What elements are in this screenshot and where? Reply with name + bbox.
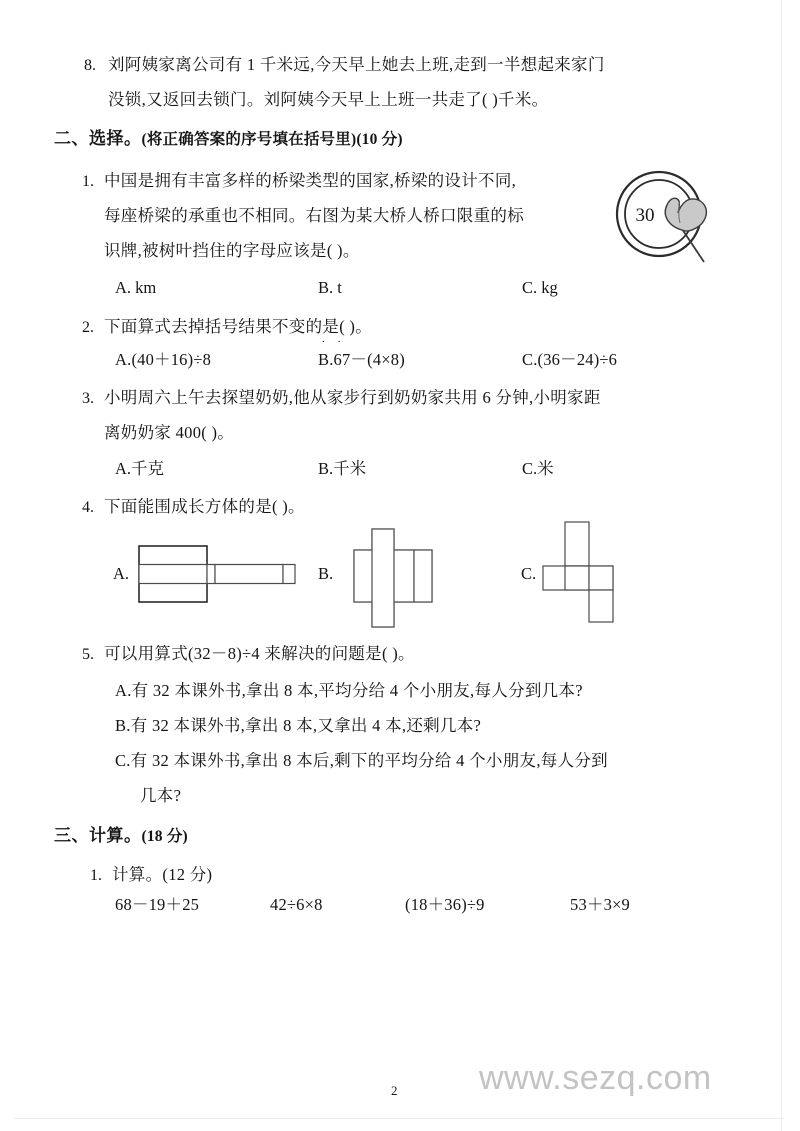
q2-option-b: B.67－(4×8): [318, 350, 405, 369]
q4-line-1: 下面能围成长方体的是( )。: [104, 497, 305, 516]
q4-option-a-label: A.: [113, 564, 130, 583]
section-two-heading-paren: (将正确答案的序号填在括号里)(10 分): [141, 131, 403, 148]
section-three-heading: [54, 827, 188, 845]
q2-number: 2.: [82, 319, 94, 336]
q2-line-1: 下面算式去掉括号结果不变的是( )。: [104, 317, 373, 336]
q5-option-b: B.有 32 本课外书,拿出 8 本,又拿出 4 本,还剩几本?: [115, 716, 482, 735]
section-three-heading-text: 三、计算。: [54, 826, 142, 845]
q3-line-1: 小明周六上午去探望奶奶,他从家步行到奶奶家共用 6 分钟,小明家距: [104, 388, 601, 407]
q1-line-3: 识牌,被树叶挡住的字母应该是( )。: [104, 241, 360, 260]
q2-option-a: A.(40＋16)÷8: [115, 350, 212, 369]
calc-q1-line-1: 计算。(12 分): [112, 865, 213, 884]
q1-option-c: C. kg: [522, 278, 558, 297]
q5-option-a: A.有 32 本课外书,拿出 8 本,平均分给 4 个小朋友,每人分到几本?: [115, 681, 583, 700]
calc-expression-2: 42÷6×8: [270, 895, 323, 914]
road-sign-figure: [612, 166, 716, 270]
q1-line-2: 每座桥梁的承重也不相同。右图为某大桥人桥口限重的标: [104, 206, 524, 225]
q2-option-c: C.(36－24)÷6: [522, 350, 618, 369]
section-three-heading-paren: (18 分): [141, 828, 188, 845]
net-diagram-a: [138, 545, 298, 603]
q3-number: 3.: [82, 390, 94, 407]
q3-option-a: A.千克: [115, 459, 165, 478]
question-8-number: 8.: [84, 57, 96, 74]
q5-option-c: C.有 32 本课外书,拿出 8 本后,剩下的平均分给 4 个小朋友,每人分到: [115, 751, 608, 770]
q3-option-c: C.米: [522, 459, 554, 478]
q1-option-a: A. km: [115, 278, 157, 297]
scan-edge-bottom: [14, 1118, 784, 1119]
question-8-line-1: 刘阿姨家离公司有 1 千米远,今天早上她去上班,走到一半想起来家门: [108, 55, 605, 74]
calc-q1-number: 1.: [90, 867, 102, 884]
calc-expression-4: 53＋3×9: [570, 895, 631, 914]
site-watermark: www.sezq.com: [479, 1059, 712, 1097]
q3-option-b: B.千米: [318, 459, 367, 478]
q4-option-c-label: C.: [521, 564, 537, 583]
page-number: 2: [391, 1083, 398, 1098]
calc-expression-1: 68－19＋25: [115, 895, 200, 914]
calc-expression-3: (18＋36)÷9: [405, 895, 485, 914]
question-8-line-2: 没锁,又返回去锁门。刘阿姨今天早上上班一共走了( )千米。: [108, 90, 549, 109]
q5-option-c-cont: 几本?: [140, 786, 182, 805]
q4-number: 4.: [82, 499, 94, 516]
q5-number: 5.: [82, 646, 94, 663]
q1-line-1: 中国是拥有丰富多样的桥梁类型的国家,桥梁的设计不同,: [104, 171, 517, 190]
road-sign-label: 30: [635, 205, 655, 226]
q4-option-b-label: B.: [318, 564, 334, 583]
net-diagram-c: [542, 521, 634, 623]
section-two-heading: [54, 130, 403, 148]
net-diagram-b: [342, 528, 438, 628]
q2-emphasis-dots: ..: [322, 333, 354, 345]
q1-number: 1.: [82, 173, 94, 190]
q1-option-b: B. t: [318, 278, 342, 297]
q3-line-2: 离奶奶家 400( )。: [104, 423, 235, 442]
scan-edge-right: [781, 0, 782, 1131]
section-two-heading-text: 二、选择。: [54, 129, 142, 148]
q5-line-1: 可以用算式(32－8)÷4 来解决的问题是( )。: [104, 644, 415, 663]
